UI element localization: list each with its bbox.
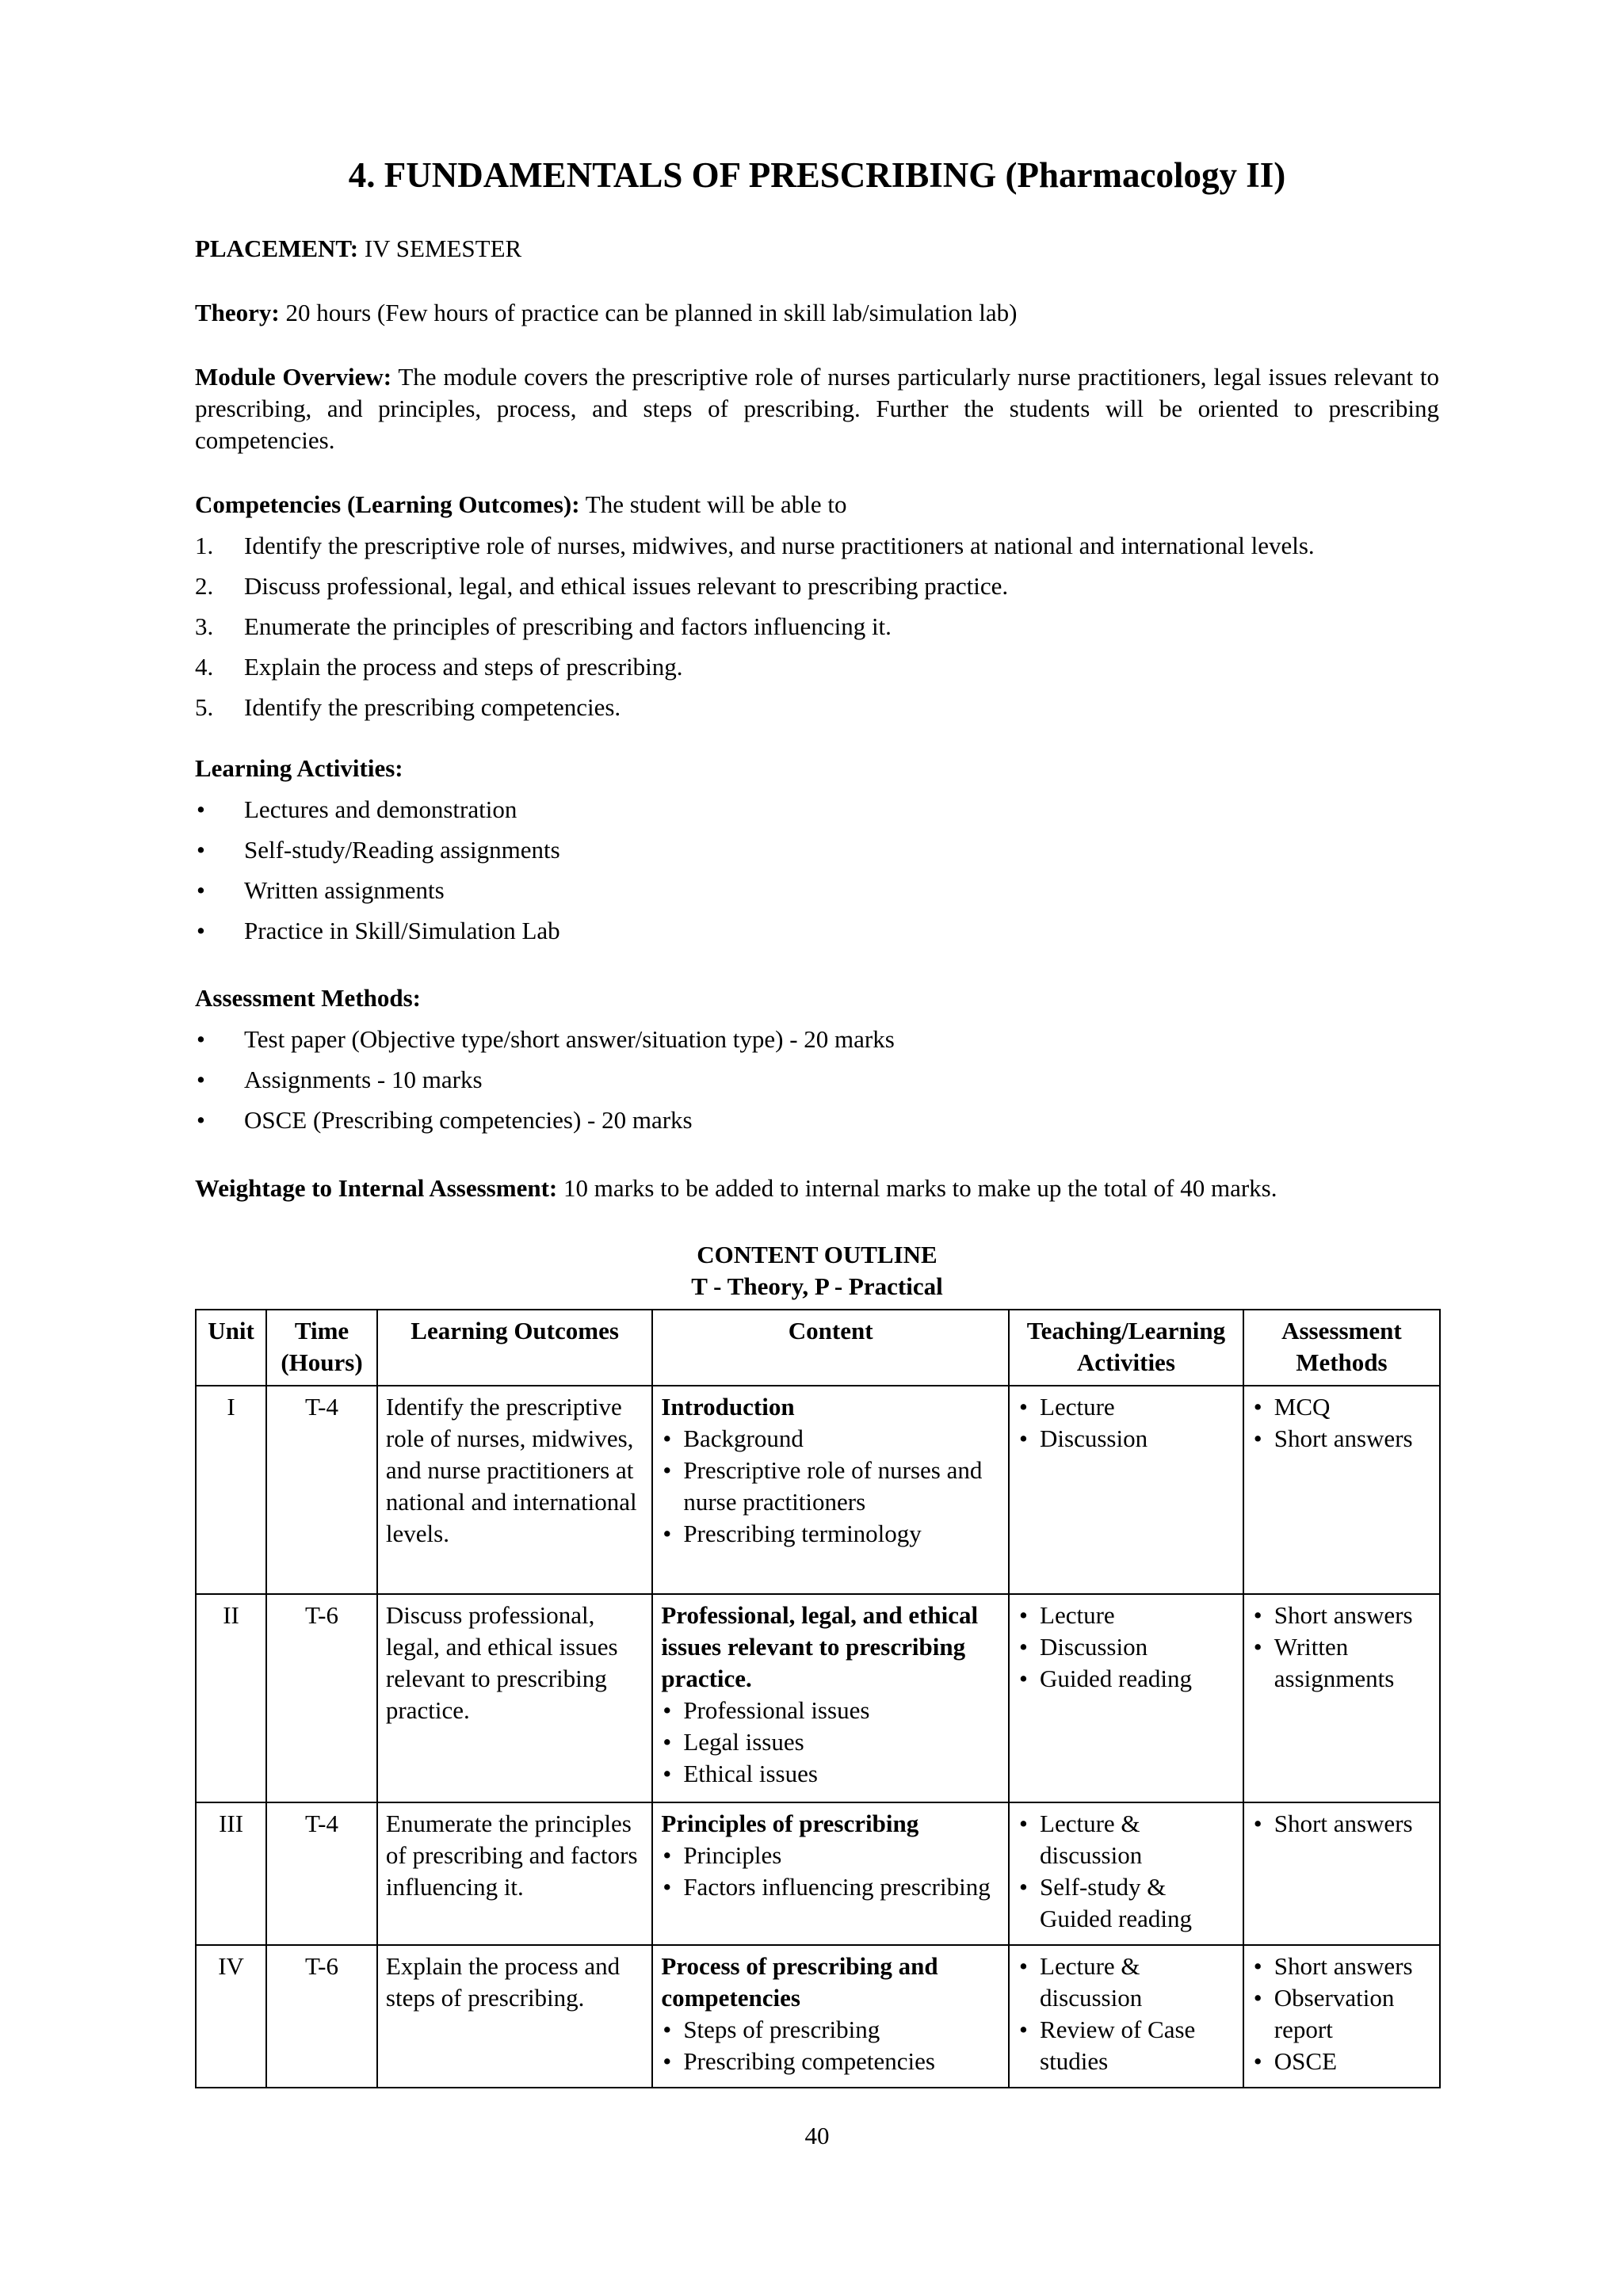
list-item: • Short answers <box>1252 1600 1431 1631</box>
content-title: Principles of prescribing <box>661 1810 919 1837</box>
list-item: • Self-study & Guided reading <box>1018 1871 1235 1935</box>
content-list <box>661 1840 1000 1903</box>
list-item: • Practice in Skill/Simulation Lab <box>195 910 1439 951</box>
table-row <box>196 1945 1440 2088</box>
activities-cell <box>1009 1386 1243 1594</box>
activities-cell <box>1009 1802 1243 1945</box>
content-outline-table <box>195 1309 1441 2088</box>
list-item: 2. Discuss professional, legal, and ethical issues relevant to prescribing practice. <box>195 572 1009 600</box>
list-item: • Prescribing terminology <box>661 1518 1000 1550</box>
list-item: • Factors influencing prescribing <box>661 1871 1000 1903</box>
outcome-cell: Explain the process and steps of prescribing. <box>377 1945 652 2088</box>
time-cell: T-6 <box>266 1594 377 1802</box>
placement-label: PLACEMENT: <box>195 235 359 262</box>
assessment-list <box>1252 1951 1431 2077</box>
content-title: Process of prescribing and competencies <box>661 1952 938 2012</box>
table-row <box>196 1386 1440 1594</box>
list-item: • Lecture <box>1018 1600 1235 1631</box>
content-cell <box>652 1386 1009 1594</box>
content-list <box>661 1695 1000 1790</box>
list-item: • Discussion <box>1018 1631 1235 1663</box>
assessment-list <box>1252 1391 1431 1455</box>
table-header-row <box>196 1310 1440 1386</box>
list-item: • Review of Case studies <box>1018 2014 1235 2077</box>
module-overview-text: The module covers the prescriptive role of nurses particularly nurse practitioners, legal issues relevant to prescribing, and principles, process, and steps of prescribing. Further the students will be oriented to prescribing competencies. <box>195 363 1439 454</box>
module-overview-label: Module Overview: <box>195 363 392 391</box>
header-learning-outcomes: Learning Outcomes <box>377 1310 652 1386</box>
assessment-cell <box>1243 1594 1440 1802</box>
content-cell <box>652 1945 1009 2088</box>
unit-cell: I <box>196 1386 266 1594</box>
page-title: 4. FUNDAMENTALS OF PRESCRIBING (Pharmacology II) <box>348 155 1286 195</box>
content-title: Professional, legal, and ethical issues relevant to prescribing practice. <box>661 1601 979 1692</box>
header-content: Content <box>652 1310 1009 1386</box>
activities-cell <box>1009 1594 1243 1802</box>
content-outline-title: CONTENT OUTLINE <box>697 1241 938 1268</box>
assessment-methods-heading: Assessment Methods: <box>195 984 422 1012</box>
bullet-icon: • <box>197 917 205 944</box>
theory-label: Theory: <box>195 299 280 326</box>
weightage-value: 10 marks to be added to internal marks to make up the total of 40 marks. <box>557 1174 1277 1202</box>
list-item: • Observation report <box>1252 1982 1431 2046</box>
assessment-cell <box>1243 1802 1440 1945</box>
unit-cell: III <box>196 1802 266 1945</box>
list-item: 1. Identify the prescriptive role of nurses, midwives, and nurse practitioners at national and international levels. <box>195 532 1315 559</box>
placement-value: IV SEMESTER <box>358 235 522 262</box>
weightage-line <box>195 1173 1439 1204</box>
competencies-intro: The student will be able to <box>579 490 847 518</box>
list-item: • Prescriptive role of nurses and nurse practitioners <box>661 1455 1000 1518</box>
list-item: • Principles <box>661 1840 1000 1871</box>
bullet-icon: • <box>197 795 205 823</box>
activities-list <box>1018 1808 1235 1935</box>
outcome-cell: Identify the prescriptive role of nurses, midwives, and nurse practitioners at national and international levels. <box>377 1386 652 1594</box>
list-item: • MCQ <box>1252 1391 1431 1423</box>
list-item: • Lecture <box>1018 1391 1235 1423</box>
list-item: • Short answers <box>1252 1808 1431 1840</box>
content-cell <box>652 1594 1009 1802</box>
unit-cell: II <box>196 1594 266 1802</box>
list-item: • Guided reading <box>1018 1663 1235 1695</box>
list-item: 3. Enumerate the principles of prescribing and factors influencing it. <box>195 612 892 640</box>
competencies-label: Competencies (Learning Outcomes): <box>195 490 580 518</box>
header-assessment-methods: Assessment Methods <box>1243 1310 1440 1386</box>
list-item: • Ethical issues <box>661 1758 1000 1790</box>
list-item: • Self-study/Reading assignments <box>195 830 1439 870</box>
assessment-list <box>1252 1808 1431 1840</box>
list-item: • Professional issues <box>661 1695 1000 1726</box>
content-outline-subtitle: T - Theory, P - Practical <box>691 1272 943 1300</box>
outcome-cell: Discuss professional, legal, and ethical issues relevant to prescribing practice. <box>377 1594 652 1802</box>
activities-list <box>1018 1951 1235 2077</box>
weightage-label: Weightage to Internal Assessment: <box>195 1174 558 1202</box>
table-row <box>196 1802 1440 1945</box>
time-cell: T-6 <box>266 1945 377 2088</box>
header-time: Time (Hours) <box>266 1310 377 1386</box>
assessment-cell <box>1243 1945 1440 2088</box>
content-list <box>661 1423 1000 1550</box>
learning-activities-heading: Learning Activities: <box>195 754 403 782</box>
activities-cell <box>1009 1945 1243 2088</box>
list-item: • Lecture & discussion <box>1018 1951 1235 2014</box>
activities-list <box>1018 1600 1235 1695</box>
bullet-icon: • <box>197 836 205 864</box>
activities-list <box>1018 1391 1235 1455</box>
content-title: Introduction <box>661 1393 795 1421</box>
module-overview <box>195 361 1439 456</box>
theory-line <box>195 297 1439 329</box>
assessment-methods-list <box>195 1019 1439 1140</box>
list-item: • Discussion <box>1018 1423 1235 1455</box>
bullet-icon: • <box>197 1066 205 1093</box>
list-item: 4. Explain the process and steps of prescribing. <box>195 653 683 681</box>
assessment-cell <box>1243 1386 1440 1594</box>
bullet-icon: • <box>197 1025 205 1053</box>
unit-cell: IV <box>196 1945 266 2088</box>
list-item: • Lecture & discussion <box>1018 1808 1235 1871</box>
list-item: • Test paper (Objective type/short answer/situation type) - 20 marks <box>195 1019 1439 1059</box>
placement-line <box>195 233 1439 265</box>
list-item: • Legal issues <box>661 1726 1000 1758</box>
list-item: • Lectures and demonstration <box>195 789 1439 830</box>
bullet-icon: • <box>197 1106 205 1134</box>
header-unit: Unit <box>196 1310 266 1386</box>
competencies-heading <box>195 489 1439 521</box>
header-teaching-activities: Teaching/Learning Activities <box>1009 1310 1243 1386</box>
list-item: • OSCE (Prescribing competencies) - 20 marks <box>195 1100 1439 1140</box>
competencies-list <box>195 525 1439 727</box>
time-cell: T-4 <box>266 1802 377 1945</box>
table-row <box>196 1594 1440 1802</box>
assessment-list <box>1252 1600 1431 1695</box>
list-item: • Short answers <box>1252 1951 1431 1982</box>
content-list <box>661 2014 1000 2077</box>
content-cell <box>652 1802 1009 1945</box>
list-item: • Assignments - 10 marks <box>195 1059 1439 1100</box>
list-item: • Written assignments <box>195 870 1439 910</box>
list-item: • OSCE <box>1252 2046 1431 2077</box>
outcome-cell: Enumerate the principles of prescribing and factors influencing it. <box>377 1802 652 1945</box>
page-number: 40 <box>804 2122 830 2149</box>
time-cell: T-4 <box>266 1386 377 1594</box>
bullet-icon: • <box>197 876 205 904</box>
list-item: 5. Identify the prescribing competencies. <box>195 693 621 721</box>
list-item: • Written assignments <box>1252 1631 1431 1695</box>
list-item: • Short answers <box>1252 1423 1431 1455</box>
list-item: • Background <box>661 1423 1000 1455</box>
theory-value: 20 hours (Few hours of practice can be planned in skill lab/simulation lab) <box>279 299 1018 326</box>
list-item: • Steps of prescribing <box>661 2014 1000 2046</box>
list-item: • Prescribing competencies <box>661 2046 1000 2077</box>
learning-activities-list <box>195 789 1439 951</box>
